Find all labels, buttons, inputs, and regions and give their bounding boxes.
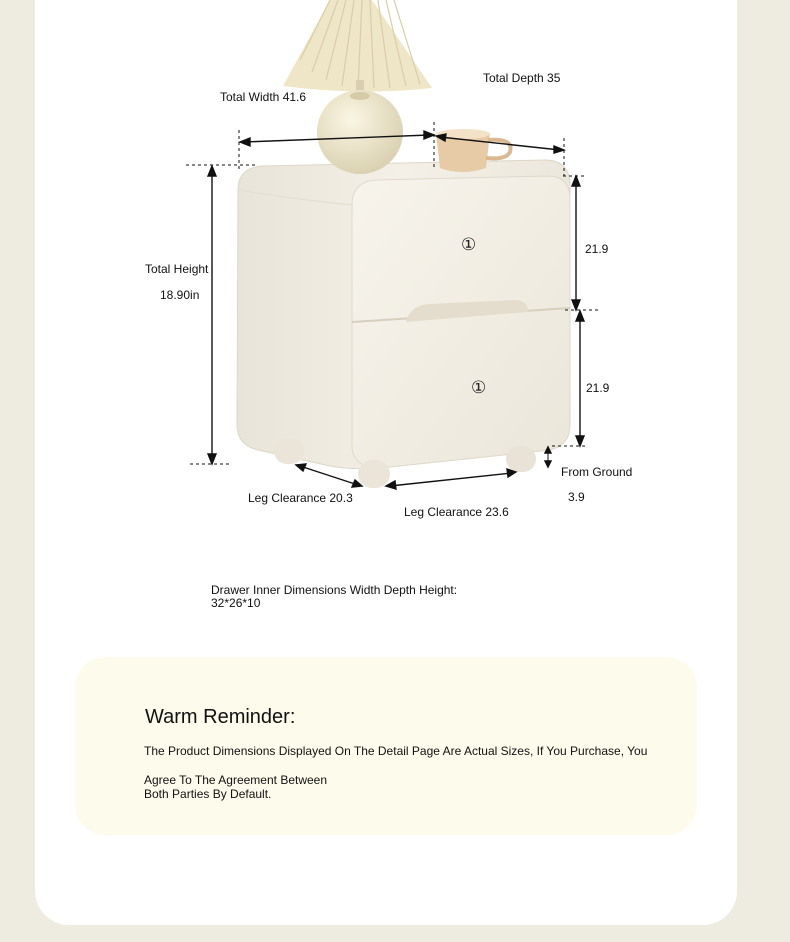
drawer-bottom-height: 21.9: [586, 381, 610, 395]
reminder-title: Warm Reminder:: [145, 706, 296, 728]
drawer-top-marker: ①: [461, 235, 477, 255]
total-depth-label: Total Depth 35: [483, 71, 561, 85]
drawer-inner-label: Drawer Inner Dimensions Width Depth Height:: [211, 583, 458, 597]
table-lamp: [283, 0, 432, 174]
drawer-bottom-marker: ①: [471, 378, 487, 398]
total-height-value: 18.90in: [160, 288, 200, 302]
from-ground-label: From Ground: [561, 465, 633, 479]
nightstand: [237, 160, 570, 469]
leg-clearance-front: Leg Clearance 23.6: [404, 505, 509, 519]
reminder-line-1: The Product Dimensions Displayed On The Detail Page Are Actual Sizes, If You Purchase, You: [144, 744, 648, 758]
warm-reminder-box: [75, 657, 697, 835]
drawer-top-height: 21.9: [585, 242, 609, 256]
total-height-label: Total Height: [145, 262, 209, 276]
reminder-body: [144, 744, 664, 801]
total-width-label: Total Width 41.6: [220, 90, 307, 104]
reminder-line-2: Agree To The Agreement Between Both Parties By Default.: [144, 773, 328, 801]
drawer-inner-value: 32*26*10: [211, 596, 261, 610]
from-ground-value: 3.9: [568, 490, 585, 504]
leg-clearance-side: Leg Clearance 20.3: [248, 491, 353, 505]
